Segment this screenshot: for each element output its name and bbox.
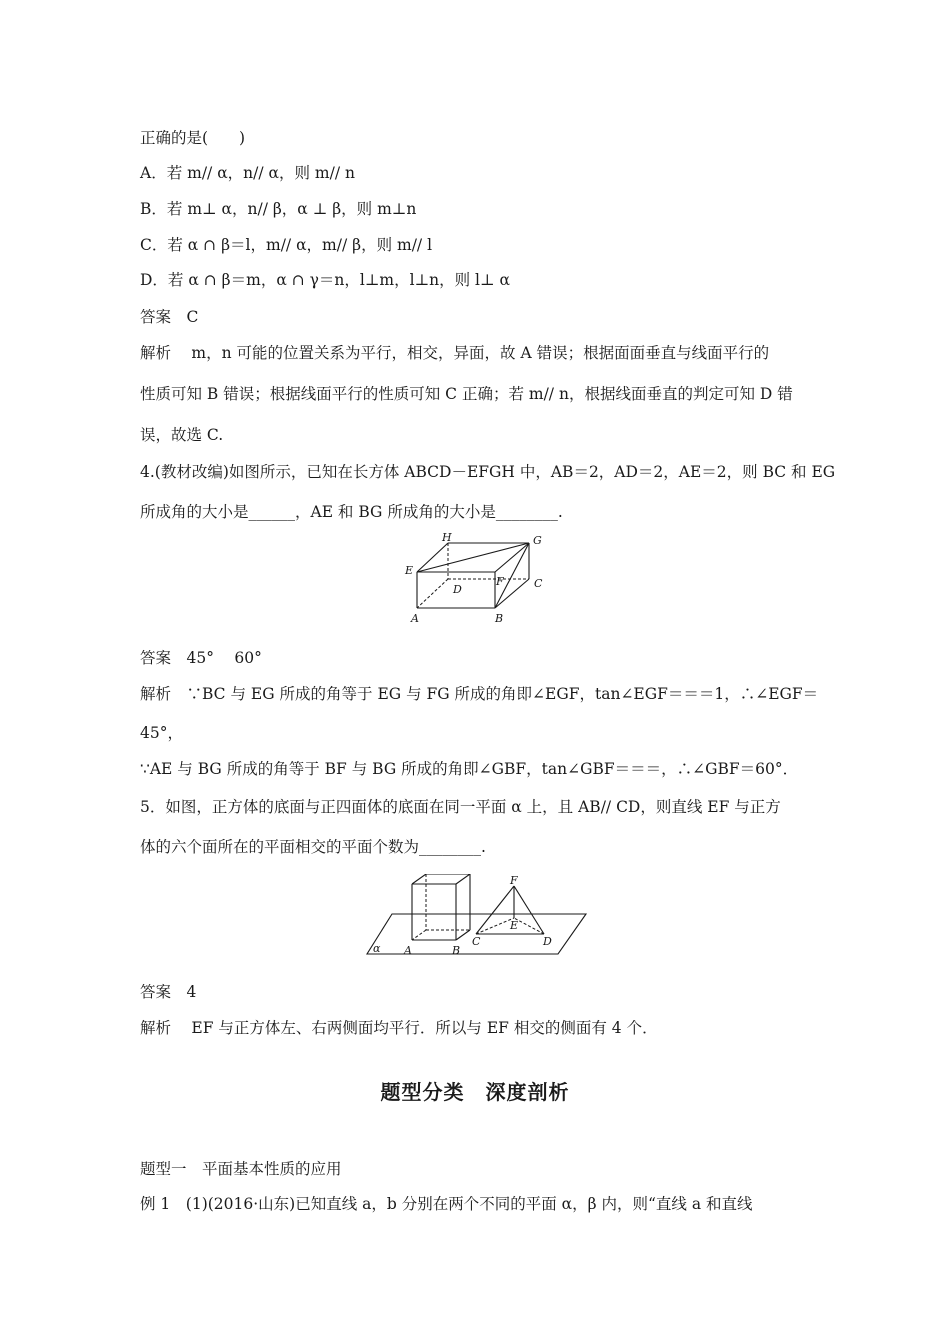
example-line: 例 1 (1)(2016·山东)已知直线 a，b 分别在两个不同的平面 α，β 内，则“直线 a 和直线 bbox=[140, 1195, 753, 1213]
analysis-line: 解析 EF 与正方体左、右两侧面均平行．所以与 EF 相交的侧面有 4 个． bbox=[140, 1019, 658, 1037]
label-B: B bbox=[495, 612, 504, 625]
section-heading: 题型分类 深度剖析 bbox=[380, 1080, 570, 1104]
option-line: 正确的是( ) bbox=[140, 129, 246, 147]
answer-line: 答案 C bbox=[140, 308, 199, 326]
label-G: G bbox=[533, 534, 542, 547]
label-D: D bbox=[453, 583, 462, 596]
question-4-cont: 所成角的大小是______，AE 和 BG 所成角的大小是________. bbox=[140, 503, 563, 521]
label-C: C bbox=[472, 935, 481, 948]
cuboid-figure bbox=[400, 532, 560, 628]
label-alpha: α bbox=[373, 942, 381, 955]
question-4: 4.(教材改编)如图所示，已知在长方体 ABCD－EFGH 中，AB＝2，AD＝2，AE＝2，则 BC 和 EG bbox=[140, 463, 836, 481]
option-line: A．若 m// α，n// α，则 m// n bbox=[140, 164, 355, 182]
answer-line: 答案 4 bbox=[140, 983, 197, 1001]
option-line: B．若 m⊥ α，n// β，α ⊥ β，则 m⊥n bbox=[140, 200, 417, 218]
analysis-line: ∵AE 与 BG 所成的角等于 BF 与 BG 所成的角即∠GBF，tan∠GBF＝＝＝，∴∠GBF＝60°． bbox=[140, 760, 799, 778]
analysis-line: 解析 m，n 可能的位置关系为平行，相交，异面，故 A 错误；根据面面垂直与线面平行的 bbox=[140, 344, 770, 362]
option-line: D．若 α ∩ β＝m，α ∩ γ＝n，l⊥m，l⊥n，则 l⊥ α bbox=[140, 271, 510, 289]
option-line: C．若 α ∩ β＝l，m// α，m// β，则 m// l bbox=[140, 236, 433, 254]
label-A: A bbox=[411, 612, 419, 625]
label-E: E bbox=[405, 564, 414, 577]
analysis-line: 45°， bbox=[140, 724, 183, 742]
label-H: H bbox=[442, 532, 452, 544]
analysis-line: 误，故选 C. bbox=[140, 426, 224, 444]
label-F: F bbox=[510, 874, 518, 887]
analysis-line: 性质可知 B 错误；根据线面平行的性质可知 C 正确；若 m// n，根据线面垂直的判定可知 D 错 bbox=[140, 385, 793, 403]
cube-tetrahedron-figure bbox=[364, 874, 594, 960]
label-F: F bbox=[496, 575, 504, 588]
label-C: C bbox=[534, 577, 543, 590]
analysis-line: 解析 ∵BC 与 EG 所成的角等于 EG 与 FG 所成的角即∠EGF，tan∠EGF＝＝＝1，∴∠EGF＝ bbox=[140, 685, 819, 703]
subsection-title: 题型一 平面基本性质的应用 bbox=[140, 1160, 342, 1178]
label-E: E bbox=[510, 919, 519, 932]
question-5: 5．如图，正方体的底面与正四面体的底面在同一平面 α 上，且 AB// CD，则直线 EF 与正方 bbox=[140, 798, 781, 816]
answer-line: 答案 45° 60° bbox=[140, 649, 262, 667]
label-A: A bbox=[404, 944, 412, 957]
question-5-cont: 体的六个面所在的平面相交的平面个数为________. bbox=[140, 838, 486, 856]
label-D: D bbox=[543, 935, 552, 948]
label-B: B bbox=[452, 944, 461, 957]
